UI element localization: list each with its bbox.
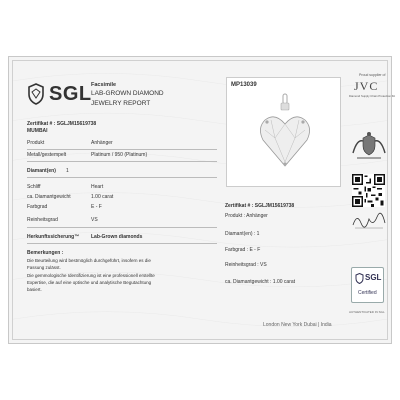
divider [27,149,217,150]
supplier-mark: JVC [354,79,379,93]
signature-image [351,211,387,231]
certified-label: Certified [358,290,377,296]
field-label-metal: Metall/gestempelt [27,152,67,158]
pendant-photo-frame [226,77,341,187]
divider [27,177,217,178]
stone-label-cut: Schliff [27,184,41,190]
stone-value-color: E - F [91,204,102,210]
remarks-line: Die Beurteilung wird bestmöglich durchgeführt, insofern es die [27,258,151,263]
origin-label: Herkunftssicherung™ [27,234,80,240]
photo-code: MP13039 [231,82,257,88]
report-title-line1: LAB-GROWN DIAMOND [91,90,164,97]
footer-cities: London New York Dubai | India [263,322,332,328]
divider [27,161,217,162]
sgl-shield-small-icon [355,273,364,284]
report-title-line2: JEWELRY REPORT [91,100,151,107]
summary-row: ca. Diamantgewicht : 1.00 carat [225,279,296,285]
diamond-count-value: 1 [66,168,69,174]
supplier-tagline: Diamond Supply Chain Protection Kit [349,94,396,98]
field-value-product: Anhänger [91,140,113,146]
field-label-product: Produkt [27,140,45,146]
stone-label-clarity: Reinheitsgrad [27,217,58,223]
stone-value-cut: Heart [91,184,104,190]
city: MUMBAI [27,128,48,134]
heart-pendant-image [257,92,313,172]
stone-label-weight: ca. Diamantgewicht [27,194,71,200]
remarks-line: Expertise, die auf eine optische und analytische Begutachtung [27,280,152,285]
certificate-number: Zertifikat # : SGLJM15619738 [27,121,97,127]
brand-name: SGL [49,83,92,105]
origin-value: Lab-Grown diamonds [91,234,143,240]
certified-brand: SGL [365,273,382,282]
qr-code [352,174,385,207]
summary-row: Reinheitsgrad : VS [225,262,267,268]
field-value-metal: Platinum / 950 (Platinum) [91,152,148,158]
stone-value-clarity: VS [91,217,98,223]
stone-label-color: Farbgrad [27,204,48,210]
summary-row: Diamant(en) : 1 [225,231,260,237]
diamond-count-label: Diamant(en) [27,168,56,174]
sgl-shield-logo-icon [27,83,45,105]
card-inner-border [12,60,396,340]
certified-badge [351,267,384,303]
summary-row: Produkt : Anhänger [225,213,268,219]
remarks-line: basiert. [27,287,42,292]
coat-of-arms-icon [351,131,387,161]
facsimile-label: Facsimile [91,82,117,88]
divider [27,243,217,244]
remarks-line: Die gemmologische Identifizierung ist eine professionell erstellte [27,273,155,278]
summary-row: Farbgrad : E - F [225,247,261,253]
certificate-card [8,56,396,344]
stone-value-weight: 1.00 carat [91,194,114,200]
divider [27,227,217,228]
remarks-line: Fassung zulässt. [27,265,61,270]
footer-authenticated: AUTHENTICATED IN SGL [349,310,385,314]
remarks-title: Bemerkungen : [27,250,64,256]
supplier-caption: Proud supplier of [359,73,386,77]
summary-certificate-number: Zertifikat # : SGLJM15619738 [225,203,295,209]
